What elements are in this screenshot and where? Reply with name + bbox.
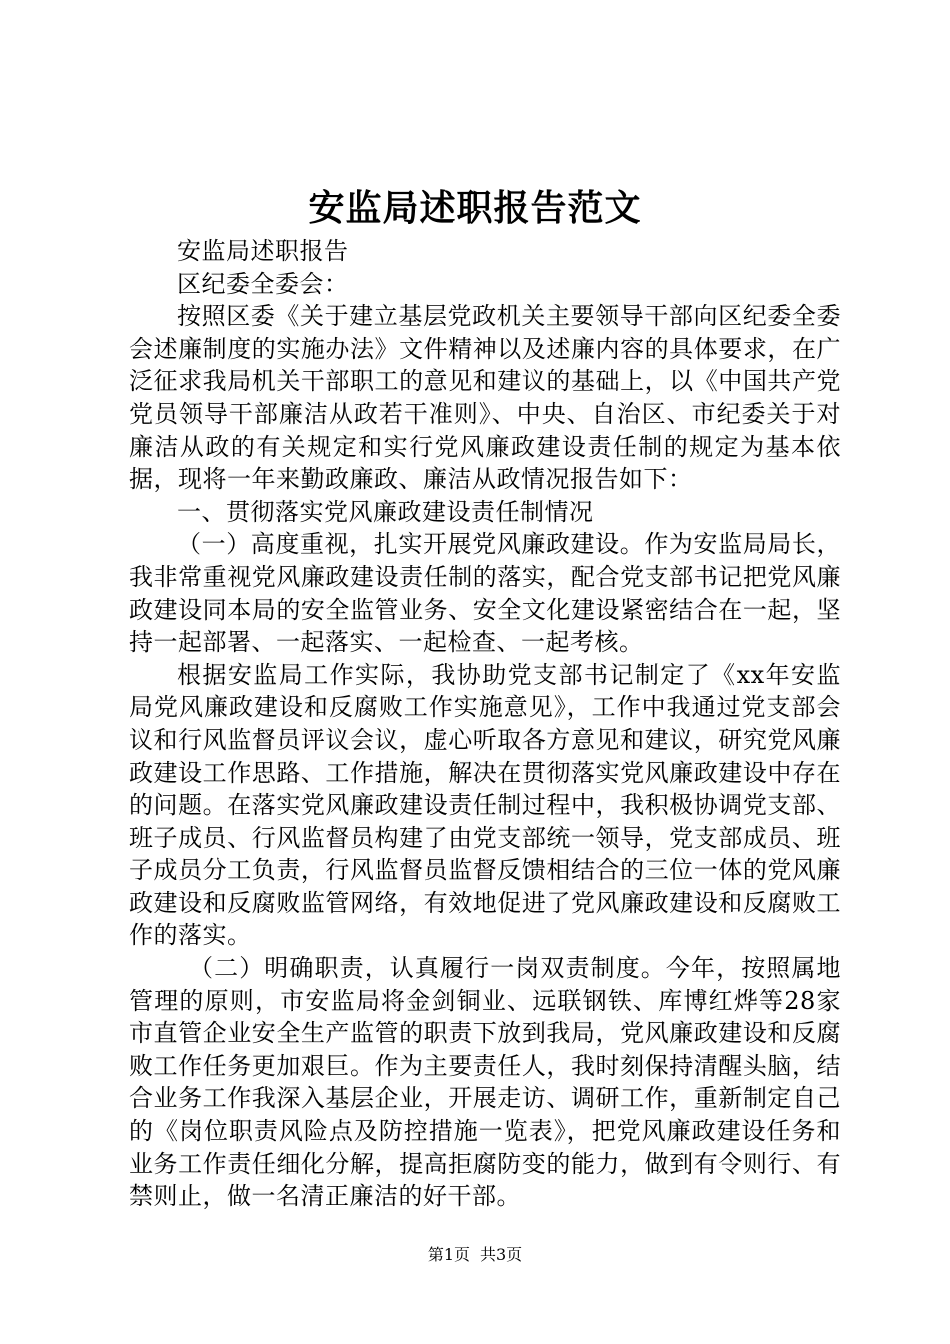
paragraph-addressee: 区纪委全委会： bbox=[177, 269, 349, 298]
paragraph-subtitle: 安监局述职报告 bbox=[177, 237, 349, 265]
page-footer bbox=[0, 1244, 950, 1266]
section-heading-1: 一、贯彻落实党风廉政建设责任制情况 bbox=[177, 497, 594, 526]
paragraph-item-1: （一）高度重视，扎实开展党风廉政建设。作为安监局局长，我非常重视党风廉政建设责任制的落实，配合党支部书记把党风廉政建设同本局的安全监管业务、安全文化建设紧密结合在一起，坚持一起部署、一起落实、一起检查、一起考核。 bbox=[129, 530, 841, 657]
document-title: 安监局述职报告范文 bbox=[308, 187, 642, 229]
paragraph-item-2: （二）明确职责，认真履行一岗双责制度。今年，按照属地管理的原则，市安监局将金剑铜业、远联钢铁、库博红烨等28家市直管企业安全生产监管的职责下放到我局，党风廉政建设和反腐败工作任务更加艰巨。作为主要责任人，我时刻保持清醒头脑，结合业务工作我深入基层企业，开展走访、调研工作，重新制定自己的《岗位职责风险点及防控措施一览表》，把党风廉政建设任务和业务工作责任细化分解，提高拒腐防变的能力，做到有令则行、有禁则止，做一名清正廉洁的好干部。 bbox=[129, 954, 841, 1211]
paragraph-intro: 按照区委《关于建立基层党政机关主要领导干部向区纪委全委会述廉制度的实施办法》文件精神以及述廉内容的具体要求，在广泛征求我局机关干部职工的意见和建议的基础上，以《中国共产党党员领导干部廉洁从政若干准则》、中央、自治区、市纪委关于对廉洁从政的有关规定和实行党风廉政建设责任制的规定为基本依据，现将一年来勤政廉政、廉洁从政情况报告如下： bbox=[129, 302, 841, 494]
page-total: 共3页 bbox=[480, 1245, 523, 1264]
paragraph-item-1-detail: 根据安监局工作实际，我协助党支部书记制定了《xx年安监局党风廉政建设和反腐败工作实施意见》，工作中我通过党支部会议和行风监督员评议会议，虚心听取各方意见和建议，研究党风廉政建设工作思路、工作措施，解决在贯彻落实党风廉政建设中存在的问题。在落实党风廉政建设责任制过程中，我积极协调党支部、班子成员、行风监督员构建了由党支部统一领导，党支部成员、班子成员分工负责，行风监督员监督反馈相结合的三位一体的党风廉政建设和反腐败监管网络，有效地促进了党风廉政建设和反腐败工作的落实。 bbox=[129, 660, 841, 950]
document-body bbox=[129, 235, 841, 1213]
page-number: 第1页 bbox=[427, 1245, 470, 1264]
